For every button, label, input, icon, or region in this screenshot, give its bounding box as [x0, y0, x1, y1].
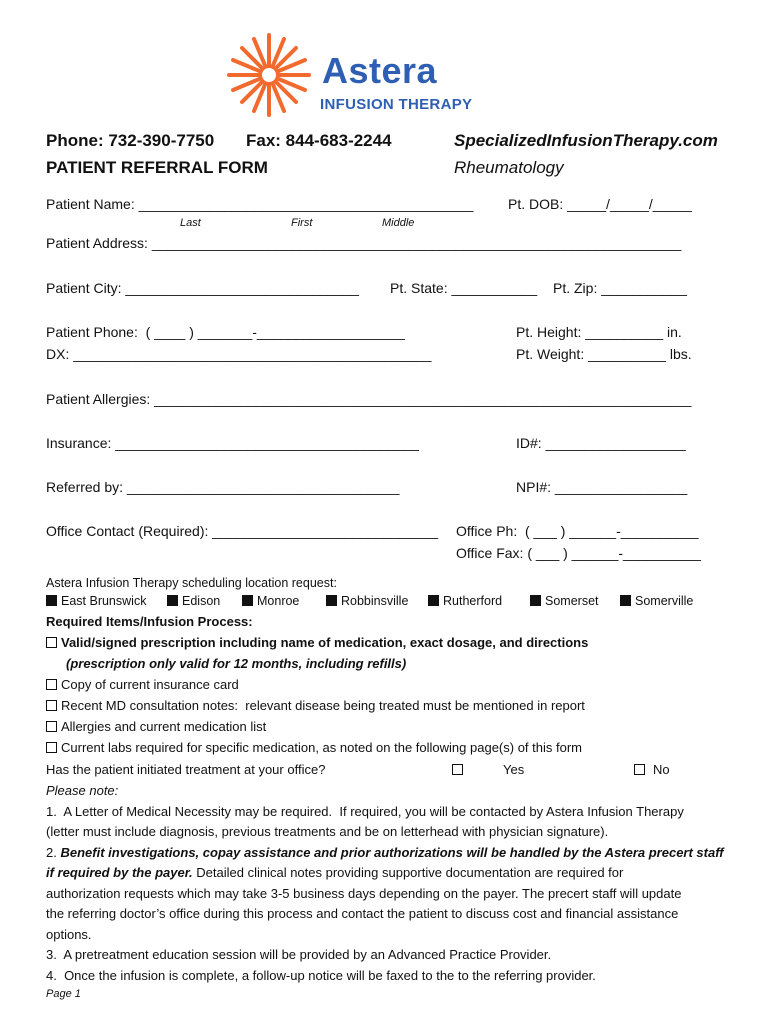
allergies-field[interactable]: Patient Allergies: _____________________________________________________________________: [46, 391, 692, 407]
checkbox-icon: [620, 595, 631, 606]
npi-field[interactable]: NPI#: _________________: [516, 479, 688, 495]
brand-subtitle: INFUSION THERAPY: [320, 96, 473, 113]
checkbox-icon: [46, 637, 57, 648]
initiated-no[interactable]: No: [634, 762, 670, 777]
office-fax-field[interactable]: Office Fax: ( ___ ) ______-__________: [456, 545, 701, 561]
location-rutherford[interactable]: Rutherford: [428, 594, 502, 608]
zip-field[interactable]: Pt. Zip: ___________: [553, 280, 687, 296]
required-item-consult-notes[interactable]: Recent MD consultation notes: relevant disease being treated must be mentioned in report: [46, 698, 585, 713]
note-2-line-5: options.: [46, 927, 92, 942]
phone-number: Phone: 732-390-7750: [46, 131, 215, 150]
state-field[interactable]: Pt. State: ___________: [390, 280, 538, 296]
specialty: Rheumatology: [454, 158, 564, 177]
location-somerville[interactable]: Somerville: [620, 594, 693, 608]
required-item-labs[interactable]: Current labs required for specific medication, as noted on the following page(s) of this form: [46, 740, 582, 755]
office-contact-field[interactable]: Office Contact (Required): _____________________________: [46, 523, 439, 539]
id-field[interactable]: ID#: __________________: [516, 435, 686, 451]
checkbox-icon: [46, 679, 57, 690]
checkbox-icon: [46, 742, 57, 753]
name-last-label: Last: [180, 217, 201, 229]
checkbox-icon: [634, 764, 645, 775]
website-link[interactable]: SpecializedInfusionTherapy.com: [454, 131, 718, 150]
weight-field[interactable]: Pt. Weight: __________ lbs.: [516, 346, 692, 362]
referred-by-field[interactable]: Referred by: ___________________________________: [46, 479, 400, 495]
dob-field[interactable]: Pt. DOB: _____/_____/_____: [508, 196, 692, 212]
checkbox-icon: [46, 595, 57, 606]
page-number: Page 1: [46, 988, 81, 1000]
location-edison[interactable]: Edison: [167, 594, 220, 608]
required-title: Required Items/Infusion Process:: [46, 614, 253, 629]
checkbox-icon: [46, 721, 57, 732]
checkbox-icon: [46, 700, 57, 711]
required-item-insurance-card[interactable]: Copy of current insurance card: [46, 677, 239, 692]
note-2-line-1: 2. Benefit investigations, copay assistance and prior authorizations will be handled by the Astera precert staff: [46, 845, 724, 860]
note-1-line-2: (letter must include diagnosis, previous treatments and be on letterhead with physician signature).: [46, 824, 609, 839]
city-field[interactable]: Patient City: ______________________________: [46, 280, 359, 296]
checkbox-icon: [428, 595, 439, 606]
initiated-yes[interactable]: Yes: [452, 762, 524, 777]
note-2-line-4: the referring doctor’s office during this process and contact the patient to discuss cost and financial assistance: [46, 906, 679, 921]
form-title: PATIENT REFERRAL FORM: [46, 158, 268, 177]
location-prompt: Astera Infusion Therapy scheduling location request:: [46, 576, 337, 590]
checkbox-icon: [242, 595, 253, 606]
location-monroe[interactable]: Monroe: [242, 594, 299, 608]
note-1-line-1: 1. A Letter of Medical Necessity may be required. If required, you will be contacted by Astera Infusion Therapy: [46, 804, 684, 819]
required-item-prescription[interactable]: Valid/signed prescription including name of medication, exact dosage, and directions: [46, 635, 588, 650]
checkbox-icon: [452, 764, 463, 775]
location-somerset[interactable]: Somerset: [530, 594, 599, 608]
name-first-label: First: [291, 217, 313, 229]
dx-field[interactable]: DX: ______________________________________________: [46, 346, 432, 362]
required-item-allergies[interactable]: Allergies and current medication list: [46, 719, 266, 734]
checkbox-icon: [326, 595, 337, 606]
checkbox-icon: [530, 595, 541, 606]
location-east-brunswick[interactable]: East Brunswick: [46, 594, 146, 608]
note-4: 4. Once the infusion is complete, a follow-up notice will be faxed to the to the referring provider.: [46, 968, 596, 983]
address-field[interactable]: Patient Address: ____________________________________________________________________: [46, 235, 682, 251]
note-2-line-2: if required by the payer. Detailed clinical notes providing supportive documentation are required for: [46, 865, 624, 880]
insurance-field[interactable]: Insurance: _______________________________________: [46, 435, 419, 451]
location-robbinsville[interactable]: Robbinsville: [326, 594, 408, 608]
fax-number: Fax: 844-683-2244: [246, 131, 392, 150]
phone-field[interactable]: Patient Phone: ( ____ ) _______-___________________: [46, 324, 405, 340]
office-phone-field[interactable]: Office Ph: ( ___ ) ______-__________: [456, 523, 699, 539]
notes-title: Please note:: [46, 783, 119, 798]
note-3: 3. A pretreatment education session will be provided by an Advanced Practice Provider.: [46, 947, 552, 962]
note-2-line-3: authorization requests which may take 3-5 business days depending on the payer. The precert staff will update: [46, 886, 682, 901]
height-field[interactable]: Pt. Height: __________ in.: [516, 324, 682, 340]
patient-name-field[interactable]: Patient Name: ___________________________________________: [46, 196, 474, 212]
checkbox-icon: [167, 595, 178, 606]
brand-name: Astera: [322, 50, 438, 91]
name-middle-label: Middle: [382, 217, 415, 229]
prescription-note: (prescription only valid for 12 months, including refills): [66, 656, 407, 671]
initiated-question: Has the patient initiated treatment at your office?: [46, 762, 326, 777]
